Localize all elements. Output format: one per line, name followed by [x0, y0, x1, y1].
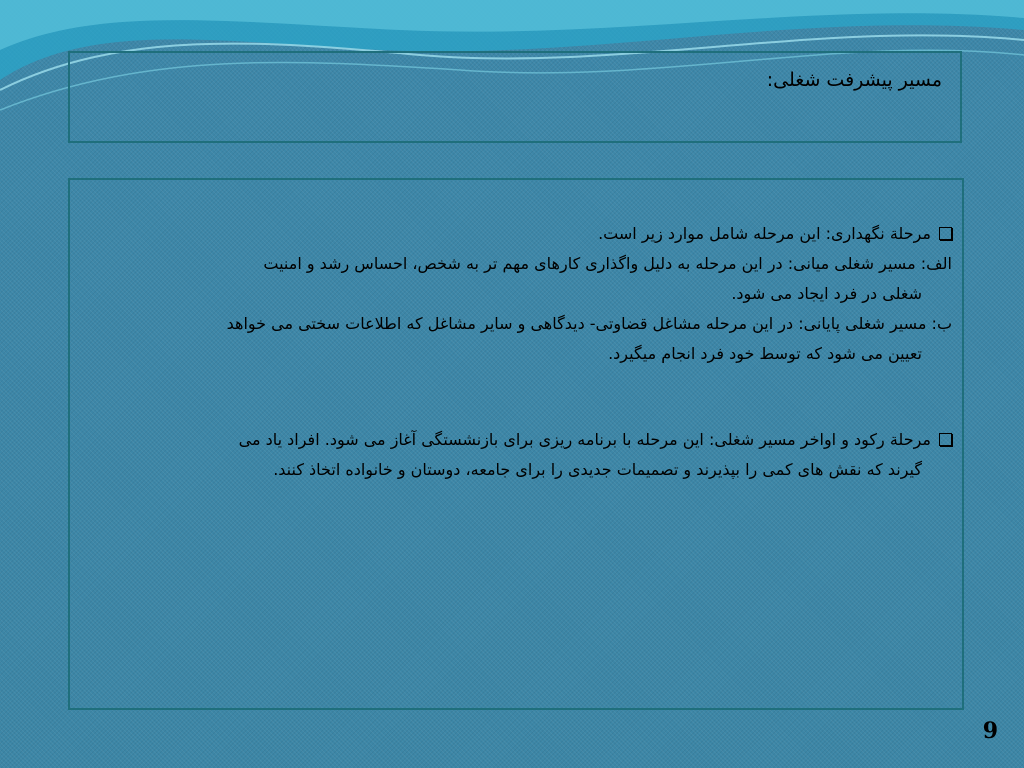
- item-a-line2: شغلی در فرد ایجاد می شود.: [731, 284, 922, 303]
- item-b-line2: تعیین می شود که توسط خود فرد انجام میگیرد.: [608, 344, 922, 363]
- bullet2-line1: مرحلة رکود و اواخر مسیر شغلی: این مرحله با برنامه ریزی برای بازنشستگی آغاز می شود. افراد یاد می: [238, 430, 931, 449]
- bullet1-text: مرحلة نگهداری: این مرحله شامل موارد زیر است.: [598, 224, 931, 243]
- bullet2-line2: گیرند که نقش های کمی را بپذیرند و تصمیمات جدیدی را برای جامعه، دوستان و خانواده اتخاذ کنند.: [273, 460, 922, 479]
- bullet-item-maintenance: [80, 220, 952, 248]
- square-bullet-icon: [939, 227, 952, 240]
- content-body: [80, 220, 952, 484]
- bullet-item-stagnation: [80, 426, 952, 454]
- square-bullet-icon: [939, 433, 952, 446]
- content-box: [68, 178, 964, 710]
- item-b-line1: ب: مسیر شغلی پایانی: در این مرحله مشاغل قضاوتی- دیدگاهی و سایر مشاغل که اطلاعات سختی می خواهد: [226, 314, 952, 333]
- title-box: [68, 51, 962, 143]
- item-a-line1: الف: مسیر شغلی میانی: در این مرحله به دلیل واگذاری کارهای مهم تر به شخص، احساس رشد و امنیت: [263, 254, 952, 273]
- page-number: 9: [982, 718, 998, 744]
- slide-title: مسیر پیشرفت شغلی:: [766, 69, 942, 91]
